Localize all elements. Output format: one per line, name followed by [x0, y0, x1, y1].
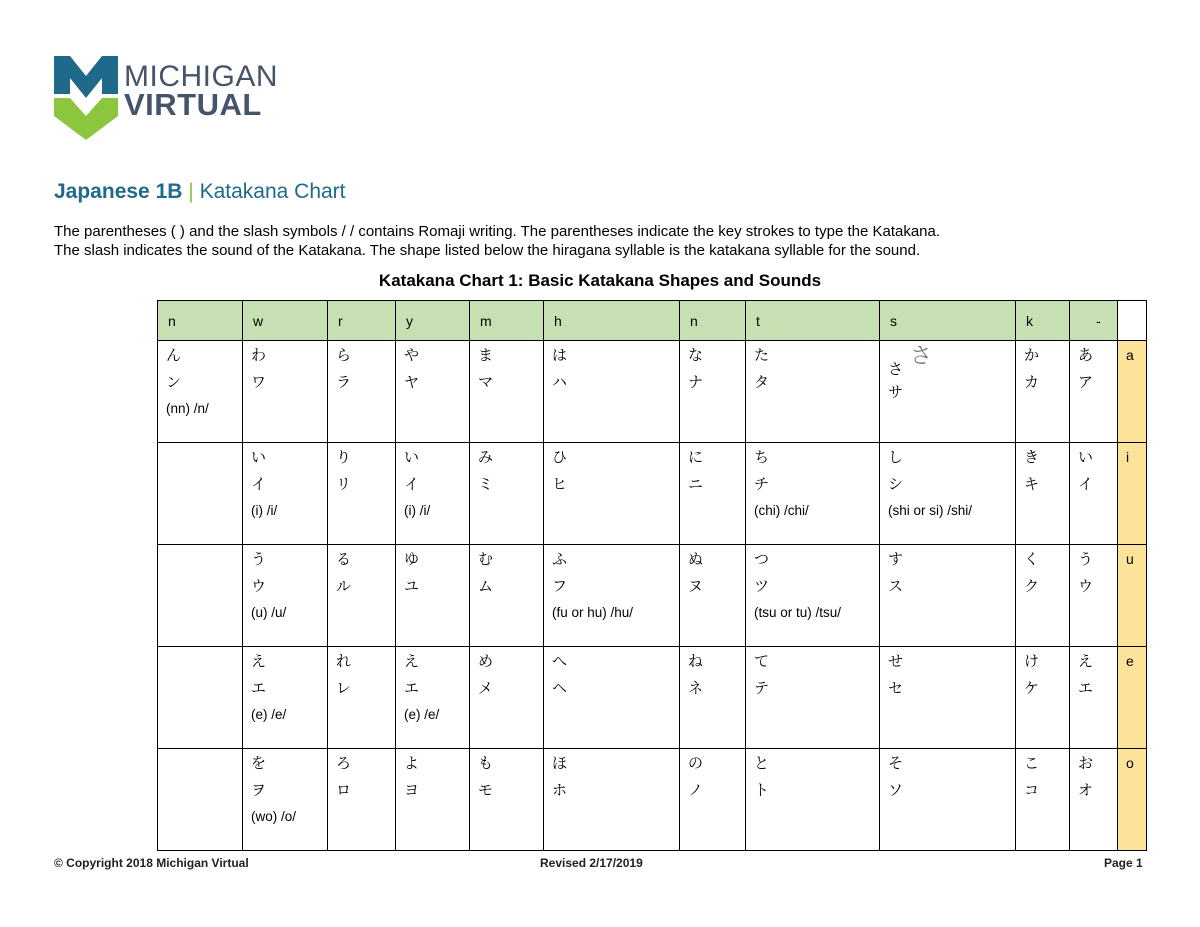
kana-cell	[880, 647, 1016, 749]
katakana-char: コ	[1024, 782, 1040, 799]
kana-cell	[880, 443, 1016, 545]
kana-cell	[328, 341, 396, 443]
hiragana-char: は	[552, 347, 568, 364]
katakana-char: ラ	[336, 374, 352, 391]
hiragana-char: ゆ	[404, 551, 420, 568]
kana-cell	[396, 749, 470, 851]
hiragana-char: う	[251, 551, 267, 568]
hiragana-char: せ	[888, 653, 904, 670]
footer-revised: Revised 2/17/2019	[540, 856, 643, 870]
kana-cell	[470, 545, 544, 647]
hiragana-char	[166, 551, 242, 577]
chart-title: Katakana Chart 1: Basic Katakana Shapes and Sounds	[378, 271, 822, 290]
table-row	[158, 749, 1147, 851]
hiragana-char	[166, 755, 242, 781]
katakana-char: チ	[754, 476, 770, 493]
romaji-text: (nn) /n/	[166, 401, 209, 416]
page-title	[54, 178, 346, 206]
kana-cell	[1070, 749, 1118, 851]
kana-cell	[328, 749, 396, 851]
hiragana-char: り	[336, 449, 352, 466]
hiragana-char: を	[251, 755, 267, 772]
hiragana-char: い	[404, 449, 420, 466]
hiragana-char: め	[478, 653, 494, 670]
kana-cell	[746, 749, 880, 851]
katakana-char: オ	[1078, 782, 1094, 799]
hiragana-char: ふ	[552, 551, 568, 568]
hiragana-char: あ	[1078, 347, 1094, 364]
title-subtitle: Katakana Chart	[199, 180, 346, 203]
kana-cell	[680, 749, 746, 851]
katakana-char: ヨ	[404, 782, 420, 799]
katakana-char: ム	[478, 578, 494, 595]
kana-cell	[1016, 545, 1070, 647]
katakana-char: ヒ	[552, 476, 568, 493]
kana-cell	[880, 749, 1016, 851]
romaji-text: (tsu or tu) /tsu/	[754, 605, 842, 620]
kana-cell	[680, 341, 746, 443]
hiragana-char: ち	[754, 449, 770, 466]
katakana-char: ヌ	[688, 578, 704, 595]
title-separator: |	[188, 180, 194, 203]
kana-cell	[1016, 341, 1070, 443]
hiragana-char: も	[478, 755, 494, 772]
katakana-char: セ	[888, 680, 904, 697]
vowel-label: i	[1118, 443, 1147, 545]
hiragana-char: れ	[336, 653, 352, 670]
katakana-char: ア	[1078, 374, 1094, 391]
katakana-table	[157, 300, 1147, 851]
katakana-char: テ	[754, 680, 770, 697]
katakana-char	[166, 475, 242, 503]
hiragana-char: ん	[166, 347, 182, 364]
hiragana-char: ほ	[552, 755, 568, 772]
table-row	[158, 647, 1147, 749]
kana-cell	[680, 647, 746, 749]
romaji-text: (wo) /o/	[251, 809, 297, 824]
kana-cell	[396, 443, 470, 545]
katakana-char: レ	[336, 680, 352, 697]
hiragana-char: に	[688, 449, 704, 466]
kana-cell	[470, 341, 544, 443]
hiragana-char	[166, 653, 242, 679]
vowel-label: u	[1118, 545, 1147, 647]
kana-cell	[544, 545, 680, 647]
romaji-text: (e) /e/	[404, 707, 440, 722]
kana-cell	[470, 443, 544, 545]
vowel-label: a	[1118, 341, 1147, 443]
column-header	[1118, 301, 1147, 341]
katakana-char: ヲ	[251, 782, 267, 799]
kana-cell	[243, 443, 328, 545]
vowel-label: o	[1118, 749, 1147, 851]
hiragana-char: ぬ	[688, 551, 704, 568]
column-header: s	[880, 301, 1016, 341]
intro-line-2: The slash indicates the sound of the Katakana. The shape listed below the hiragana syllable is the katakana syllable for the sound.	[54, 242, 921, 259]
katakana-char: ル	[336, 578, 352, 595]
kana-cell	[158, 545, 243, 647]
kana-cell	[544, 443, 680, 545]
romaji-text: (shi or si) /shi/	[888, 503, 973, 518]
katakana-char: イ	[251, 476, 267, 493]
hiragana-char: た	[754, 347, 770, 364]
column-header: h	[544, 301, 680, 341]
kana-cell	[680, 443, 746, 545]
hiragana-char: て	[754, 653, 770, 670]
kana-cell	[1070, 545, 1118, 647]
column-header: -	[1070, 301, 1118, 341]
kana-cell	[1016, 443, 1070, 545]
hiragana-char: く	[1024, 551, 1040, 568]
kana-cell	[328, 443, 396, 545]
hiragana-char: る	[336, 551, 352, 568]
column-header: n	[158, 301, 243, 341]
kana-cell	[1070, 647, 1118, 749]
kana-cell	[1070, 443, 1118, 545]
column-header: m	[470, 301, 544, 341]
kana-cell	[680, 545, 746, 647]
hiragana-char: さ	[888, 361, 904, 378]
footer-page-number: Page 1	[1104, 856, 1143, 870]
katakana-char: カ	[1024, 374, 1040, 391]
kana-cell	[158, 647, 243, 749]
hiragana-char: わ	[251, 347, 267, 364]
kana-cell	[746, 341, 880, 443]
katakana-char	[166, 577, 242, 605]
katakana-char: ノ	[688, 782, 704, 799]
katakana-char: ニ	[688, 476, 704, 493]
hiragana-char: い	[251, 449, 267, 466]
hiragana-char: こ	[1024, 755, 1040, 772]
table-row	[158, 443, 1147, 545]
romaji-text: (u) /u/	[251, 605, 287, 620]
table-row	[158, 545, 1147, 647]
hiragana-char: む	[478, 551, 494, 568]
course-name: Japanese 1B	[54, 180, 183, 203]
intro-line-1: The parentheses ( ) and the slash symbols / / contains Romaji writing. The parentheses indicate the key strokes to type the Katakana.	[54, 223, 941, 240]
table-header-row	[158, 301, 1147, 341]
katakana-char: ソ	[888, 782, 904, 799]
katakana-char: タ	[754, 374, 770, 391]
katakana-char: ネ	[688, 680, 704, 697]
katakana-char: ミ	[478, 476, 494, 493]
kana-cell	[746, 647, 880, 749]
katakana-char: ツ	[754, 578, 770, 595]
kana-cell	[1016, 749, 1070, 851]
intro-paragraph	[54, 222, 1154, 260]
kana-cell	[396, 647, 470, 749]
hiragana-char: う	[1078, 551, 1094, 568]
romaji-text: (fu or hu) /hu/	[552, 605, 634, 620]
katakana-char: フ	[552, 578, 568, 595]
column-header: w	[243, 301, 328, 341]
hiragana-char: え	[251, 653, 267, 670]
katakana-char: イ	[1078, 476, 1094, 493]
hiragana-char: な	[688, 347, 704, 364]
kana-cell	[396, 341, 470, 443]
hiragana-char: え	[1078, 653, 1094, 670]
katakana-char: キ	[1024, 476, 1040, 493]
katakana-char: ウ	[251, 578, 267, 595]
katakana-char: ホ	[552, 782, 568, 799]
column-header: n	[680, 301, 746, 341]
katakana-char: シ	[888, 476, 904, 493]
katakana-char: ナ	[688, 374, 704, 391]
kana-cell	[1070, 341, 1118, 443]
footer-copyright: © Copyright 2018 Michigan Virtual	[54, 856, 249, 870]
kana-cell	[328, 647, 396, 749]
hiragana-char: よ	[404, 755, 420, 772]
katakana-char: ケ	[1024, 680, 1040, 697]
hiragana-char: ね	[688, 653, 704, 670]
katakana-char: マ	[478, 374, 494, 391]
hiragana-char: そ	[888, 755, 904, 772]
hiragana-char: ま	[478, 347, 494, 364]
katakana-char	[166, 679, 242, 707]
katakana-char: ク	[1024, 578, 1040, 595]
hiragana-char: み	[478, 449, 494, 466]
hiragana-char: へ	[552, 653, 568, 670]
logo-mark-icon	[54, 54, 118, 140]
katakana-char: サ	[888, 384, 904, 401]
katakana-char: メ	[478, 680, 494, 697]
column-header: k	[1016, 301, 1070, 341]
katakana-char: ン	[166, 374, 182, 391]
kana-cell	[470, 749, 544, 851]
katakana-char	[166, 781, 242, 809]
hiragana-char: ひ	[552, 449, 568, 466]
hiragana-char: い	[1078, 449, 1094, 466]
kana-cell	[746, 545, 880, 647]
kana-cell	[880, 341, 1016, 443]
hiragana-char: ろ	[336, 755, 352, 772]
michigan-virtual-logo	[54, 54, 294, 144]
kana-cell	[158, 341, 243, 443]
katakana-char: ユ	[404, 578, 420, 595]
katakana-char: ワ	[251, 374, 267, 391]
katakana-char: ヤ	[404, 374, 420, 391]
hiragana-char: や	[404, 347, 420, 364]
hiragana-char: き	[1024, 449, 1040, 466]
katakana-char: モ	[478, 782, 494, 799]
column-header: r	[328, 301, 396, 341]
hiragana-char: つ	[754, 551, 770, 568]
kana-cell	[746, 443, 880, 545]
katakana-char: ト	[754, 782, 770, 799]
kana-cell	[158, 749, 243, 851]
kana-cell	[243, 749, 328, 851]
logo-text-virtual: VIRTUAL	[124, 87, 262, 122]
katakana-char: ヘ	[552, 680, 568, 697]
kana-cell	[470, 647, 544, 749]
kana-cell	[243, 341, 328, 443]
hiragana-char: え	[404, 653, 420, 670]
katakana-char: ス	[888, 578, 904, 595]
kana-cell	[158, 443, 243, 545]
hiragana-char: と	[754, 755, 770, 772]
vowel-label: e	[1118, 647, 1147, 749]
katakana-char: イ	[404, 476, 420, 493]
kana-cell	[243, 647, 328, 749]
kana-cell	[243, 545, 328, 647]
katakana-char: ウ	[1078, 578, 1094, 595]
column-header: t	[746, 301, 880, 341]
hiragana-char	[166, 449, 242, 475]
stroke-variant-char: さ	[910, 343, 933, 368]
kana-cell	[544, 341, 680, 443]
katakana-char: エ	[404, 680, 420, 697]
hiragana-char: け	[1024, 653, 1040, 670]
table-row	[158, 341, 1147, 443]
logo-text-michigan: MICHIGAN	[124, 60, 278, 93]
kana-cell	[544, 749, 680, 851]
hiragana-char: す	[888, 551, 904, 568]
kana-cell	[544, 647, 680, 749]
katakana-char: リ	[336, 476, 352, 493]
kana-cell	[1016, 647, 1070, 749]
kana-cell	[880, 545, 1016, 647]
katakana-char: エ	[1078, 680, 1094, 697]
romaji-text: (i) /i/	[251, 503, 278, 518]
kana-cell	[328, 545, 396, 647]
romaji-text: (chi) /chi/	[754, 503, 809, 518]
hiragana-char: ら	[336, 347, 352, 364]
kana-cell	[396, 545, 470, 647]
column-header: y	[396, 301, 470, 341]
katakana-char: エ	[251, 680, 267, 697]
katakana-char: ロ	[336, 782, 352, 799]
hiragana-char: し	[888, 449, 904, 466]
hiragana-char: の	[688, 755, 704, 772]
katakana-char: ハ	[552, 374, 568, 391]
hiragana-char: か	[1024, 347, 1040, 364]
romaji-text: (e) /e/	[251, 707, 287, 722]
hiragana-char: お	[1078, 755, 1094, 772]
romaji-text: (i) /i/	[404, 503, 431, 518]
